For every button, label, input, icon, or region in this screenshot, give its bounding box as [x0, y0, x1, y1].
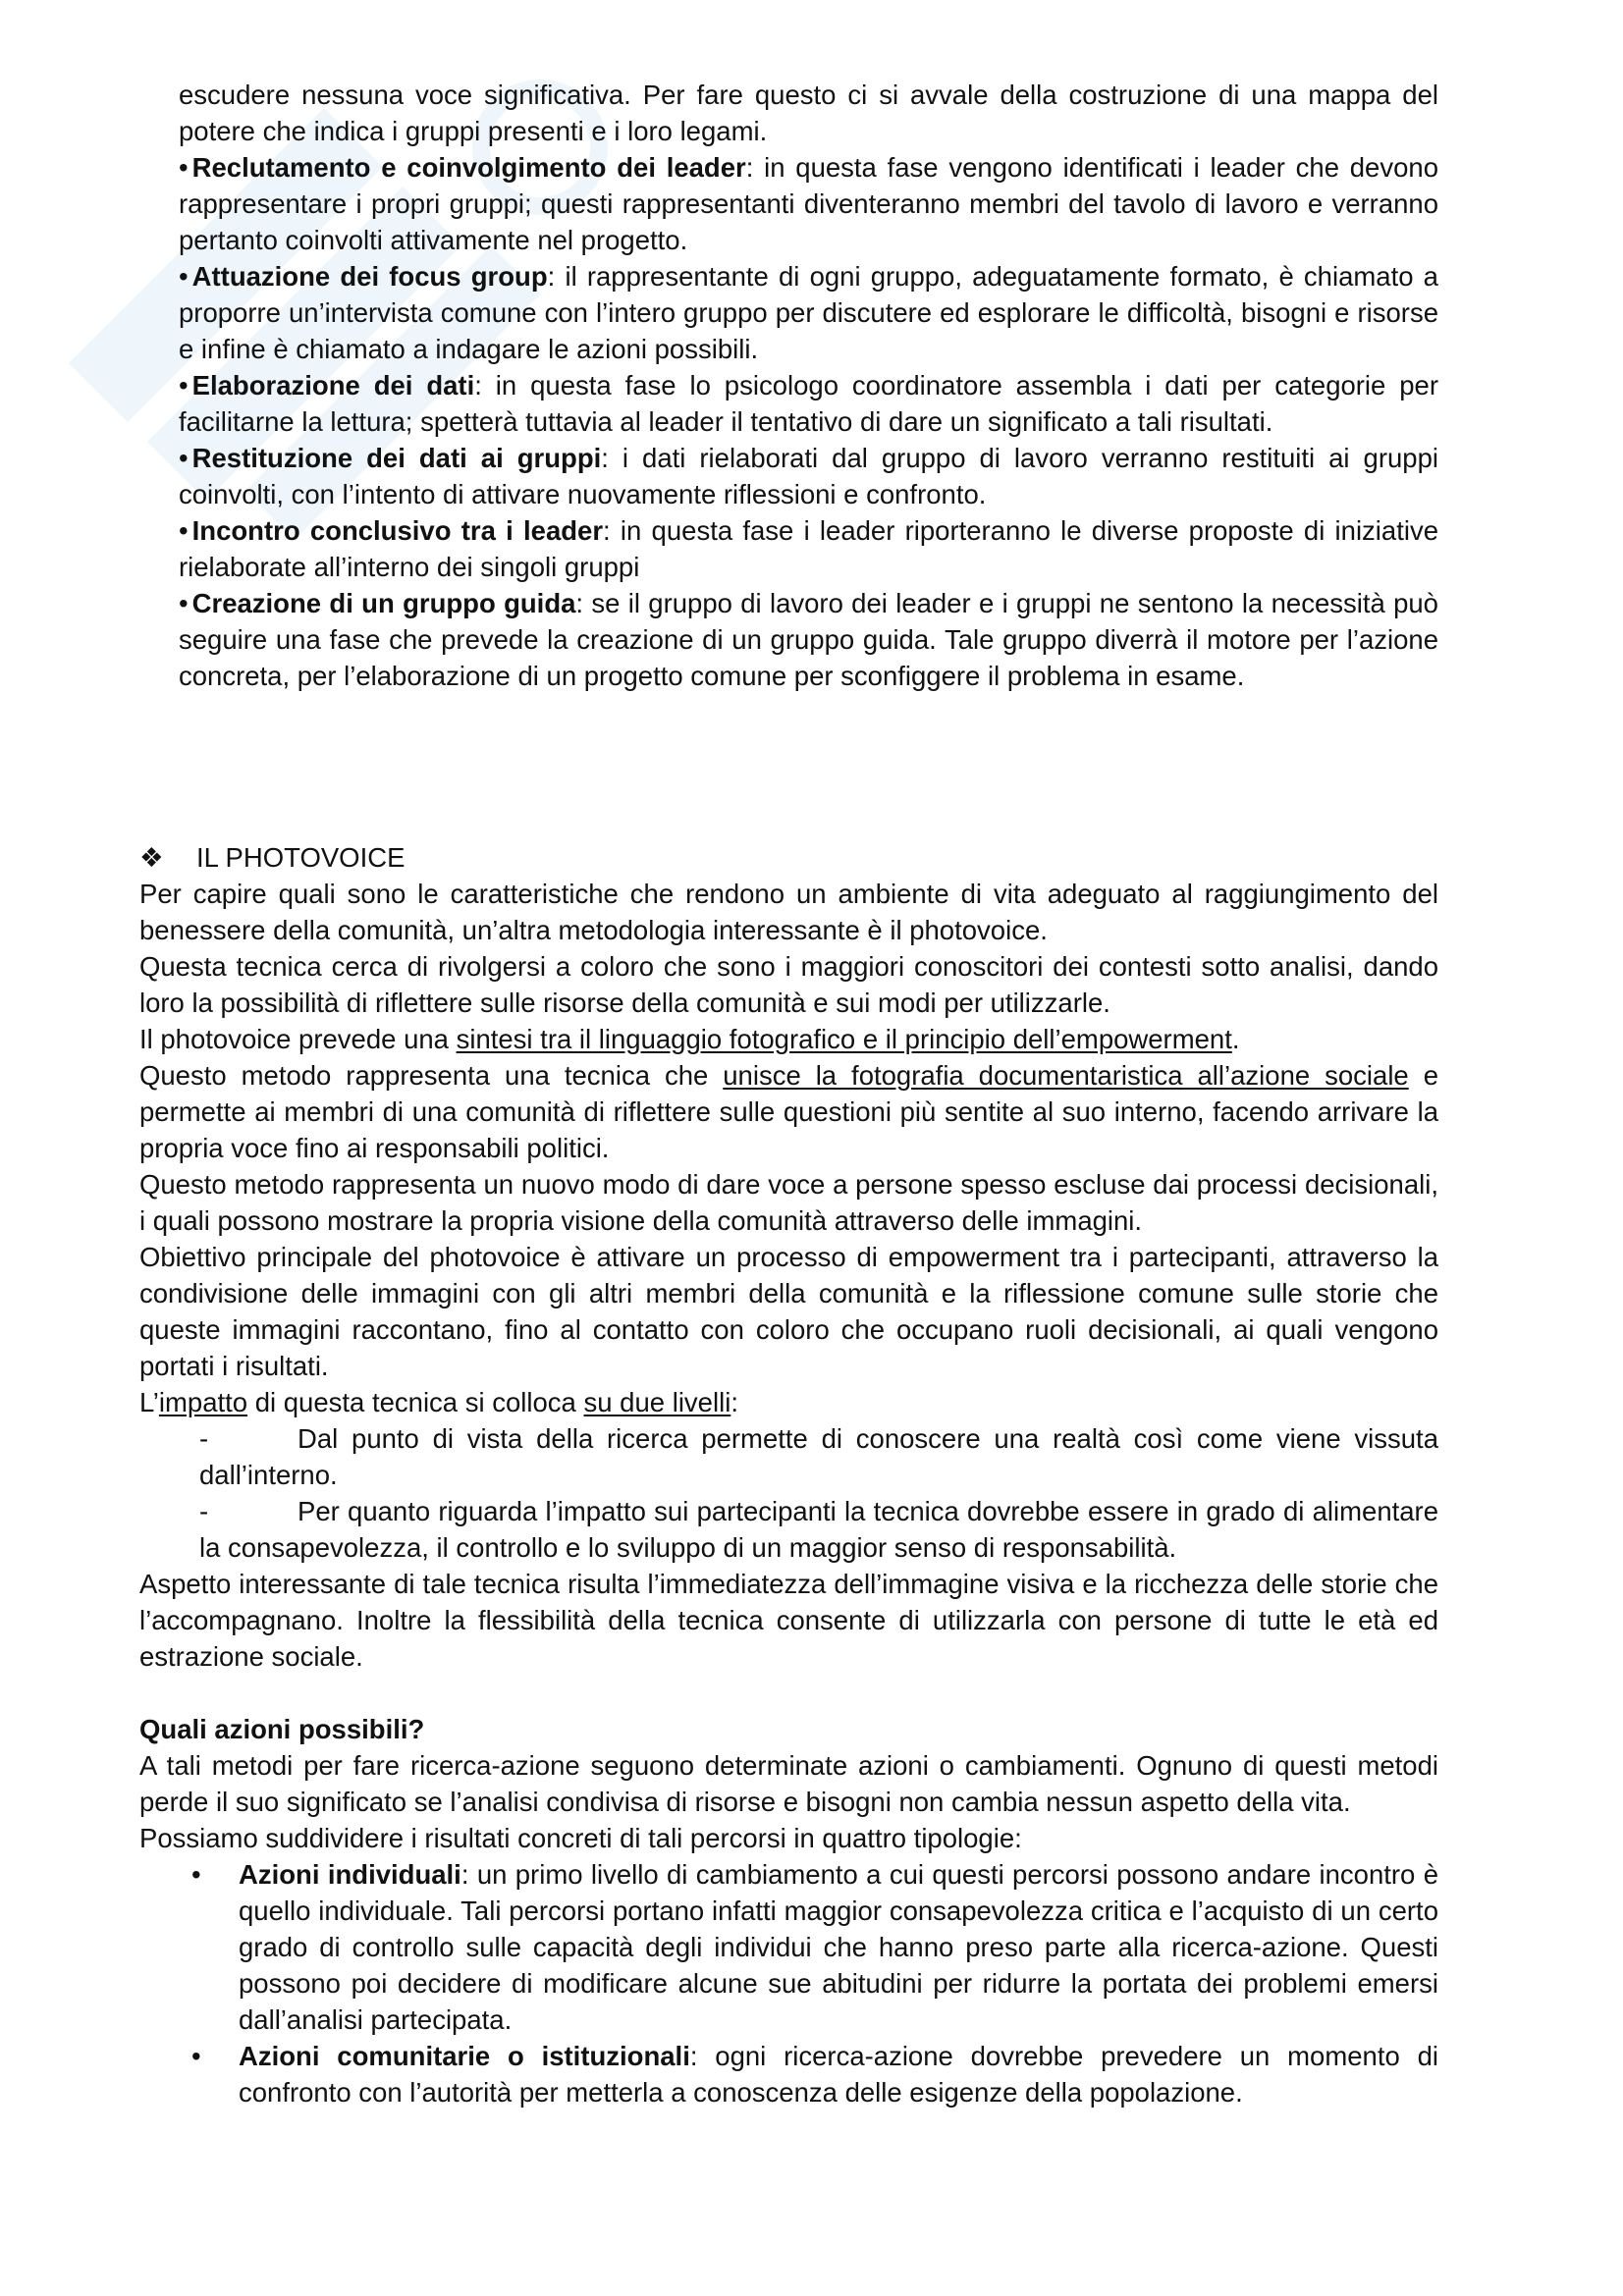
step-title: Elaborazione dei dati [191, 370, 475, 400]
section-heading [139, 839, 1438, 876]
intro-paragraph: escudere nessuna voce significativa. Per fare questo ci si avvale della costruzione di una mappa del potere che indica i gruppi presenti e i loro legami. [179, 80, 1438, 146]
level-text: Dal punto di vista della ricerca permette di conoscere una realtà così come viene vissuta dall’interno. [199, 1423, 1438, 1490]
bullet-icon: • [179, 152, 189, 183]
step-title: Attuazione dei focus group [191, 261, 548, 292]
underlined-text: su due livelli [583, 1387, 731, 1417]
top-section [179, 77, 1438, 694]
item-text: : un primo livello di cambiamento a cui questi percorsi possono andare incontro è quello individuale. Tali percorsi portano infatti maggior consapevolezza critica e l’acquisto di un certo grado di controllo sulle capacità degli individui che hanno preso parte alla ricerca-azione. Questi possono poi decidere di modificare alcune sue abitudini per ridurre la portata dei problemi emersi dall’analisi partecipata. [239, 1859, 1438, 2035]
step-text: : i dati rielaborati dal gruppo di lavoro verranno restituiti ai gruppi coinvolti, con l’intento di attivare nuovamente riflessioni e confronto. [179, 443, 1438, 509]
paragraph: Obiettivo principale del photovoice è attivare un processo di empowerment tra i partecipanti, attraverso la condivisione delle immagini con gli altri membri della comunità e la riflessione comune sulle storie che queste immagini raccontano, fino al contatto con coloro che occupano ruoli decisionali, ai quali vengono portati i risultati. [139, 1242, 1438, 1381]
paragraph [139, 1384, 1438, 1420]
step-item [179, 512, 1438, 585]
level-text: Per quanto riguarda l’impatto sui partecipanti la tecnica dovrebbe essere in grado di alimentare la consapevolezza, il controllo e lo sviluppo di un maggior senso di responsabilità. [199, 1496, 1438, 1563]
step-item [179, 149, 1438, 258]
underlined-text: impatto [158, 1387, 248, 1417]
text-span: di questa tecnica si colloca [247, 1387, 584, 1417]
paragraph: Questa tecnica cerca di rivolgersi a coloro che sono i maggiori conoscitori dei contesti sotto analisi, dando loro la possibilità di riflettere sulle risorse della comunità e sui modi per utilizzarle. [139, 951, 1438, 1018]
step-text: : se il gruppo di lavoro dei leader e i gruppi ne sentono la necessità può seguire una fase che prevede la creazione di un gruppo guida. Tale gruppo diverrà il motore per l’azione concreta, per l’elaborazione di un progetto comune per sconfiggere il problema in esame. [179, 588, 1438, 691]
text-span: . [1231, 1024, 1240, 1054]
step-text: : in questa fase vengono identificati i leader che devono rappresentare i propri gruppi; questi rappresentanti diventeranno membri del tavolo di lavoro e verranno pertanto coinvolti attivamente nel progetto. [179, 152, 1438, 255]
list-item [139, 2038, 1438, 2110]
step-text: : in questa fase lo psicologo coordinatore assembla i dati per categorie per facilitarne la lettura; spetterà tuttavia al leader il tentativo di dare un significato a tali risultati. [179, 370, 1438, 437]
paragraph: Possiamo suddividere i risultati concreti di tali percorsi in quattro tipologie: [139, 1823, 1022, 1853]
bullet-icon: • [179, 515, 189, 546]
paragraph: Per capire quali sono le caratteristiche che rendono un ambiente di vita adeguato al raggiungimento del benessere della comunità, un’altra metodologia interessante è il photovoice. [139, 879, 1438, 945]
step-text: : il rappresentante di ogni gruppo, adeguatamente formato, è chiamato a proporre un’intervista comune con l’intero gruppo per discutere ed esplorare le difficoltà, bisogni e risorse e infine è chiamato a indagare le azioni possibili. [179, 261, 1438, 364]
text-span: L’ [139, 1387, 159, 1417]
step-item [179, 367, 1438, 440]
text-span: e permette ai membri di una comunità di riflettere sulle questioni più sentite al suo interno, facendo arrivare la propria voce fino ai responsabili politici. [139, 1060, 1438, 1163]
step-item [179, 585, 1438, 694]
list-item [139, 1856, 1438, 2038]
bullet-icon: • [179, 443, 189, 473]
text-span: Il photovoice prevede una [139, 1024, 457, 1054]
bullet-icon: • [191, 2041, 201, 2071]
step-title: Restituzione dei dati ai gruppi [191, 443, 602, 473]
main-section [139, 839, 1438, 2110]
item-text: : ogni ricerca-azione dovrebbe prevedere un momento di confronto con l’autorità per metterla a conoscenza delle esigenze della popolazione. [239, 2041, 1438, 2108]
step-title: Creazione di un gruppo guida [191, 588, 576, 618]
dash-bullet: - [199, 1423, 209, 1454]
paragraph: A tali metodi per fare ricerca-azione seguono determinate azioni o cambiamenti. Ognuno di questi metodi perde il suo significato se l’analisi condivisa di risorse e bisogni non cambia nessun aspetto della vita. [139, 1750, 1438, 1817]
level-item [139, 1420, 1438, 1493]
step-title: Incontro conclusivo tra i leader [191, 515, 604, 546]
text-span: : [730, 1387, 738, 1417]
step-item [179, 440, 1438, 512]
step-item [179, 258, 1438, 367]
subsection-title: Quali azioni possibili? [139, 1714, 425, 1744]
heading-text: IL PHOTOVOICE [196, 842, 406, 873]
bullet-icon: • [179, 588, 189, 618]
underlined-text: unisce la fotografia documentaristica all’azione sociale [723, 1060, 1409, 1091]
dash-bullet: - [199, 1496, 209, 1526]
item-title: Azioni individuali [239, 1859, 461, 1890]
diamond-bullet-icon: ❖ [139, 842, 164, 873]
underlined-text: sintesi tra il linguaggio fotografico e il principio dell’empowerment [456, 1024, 1232, 1054]
step-text: : in questa fase i leader riporteranno le diverse proposte di iniziative rielaborate all’interno dei singoli gruppi [179, 515, 1438, 582]
item-title: Azioni comunitarie o istituzionali [239, 2041, 690, 2071]
bullet-icon: • [179, 261, 189, 292]
paragraph: Aspetto interessante di tale tecnica risulta l’immediatezza dell’immagine visiva e la ricchezza delle storie che l’accompagnano. Inoltre la flessibilità della tecnica consente di utilizzarla con persone di tutte le età ed estrazione sociale. [139, 1569, 1438, 1672]
paragraph [139, 1057, 1438, 1166]
paragraph: Questo metodo rappresenta un nuovo modo di dare voce a persone spesso escluse dai processi decisionali, i quali possono mostrare la propria visione della comunità attraverso delle immagini. [139, 1169, 1438, 1236]
bullet-icon: • [179, 370, 189, 400]
bullet-icon: • [191, 1859, 201, 1890]
actions-list [139, 1856, 1438, 2110]
step-title: Reclutamento e coinvolgimento dei leader [191, 152, 746, 183]
level-item [139, 1493, 1438, 1566]
paragraph [139, 1021, 1438, 1057]
text-span: Questo metodo rappresenta una tecnica che [139, 1060, 724, 1091]
